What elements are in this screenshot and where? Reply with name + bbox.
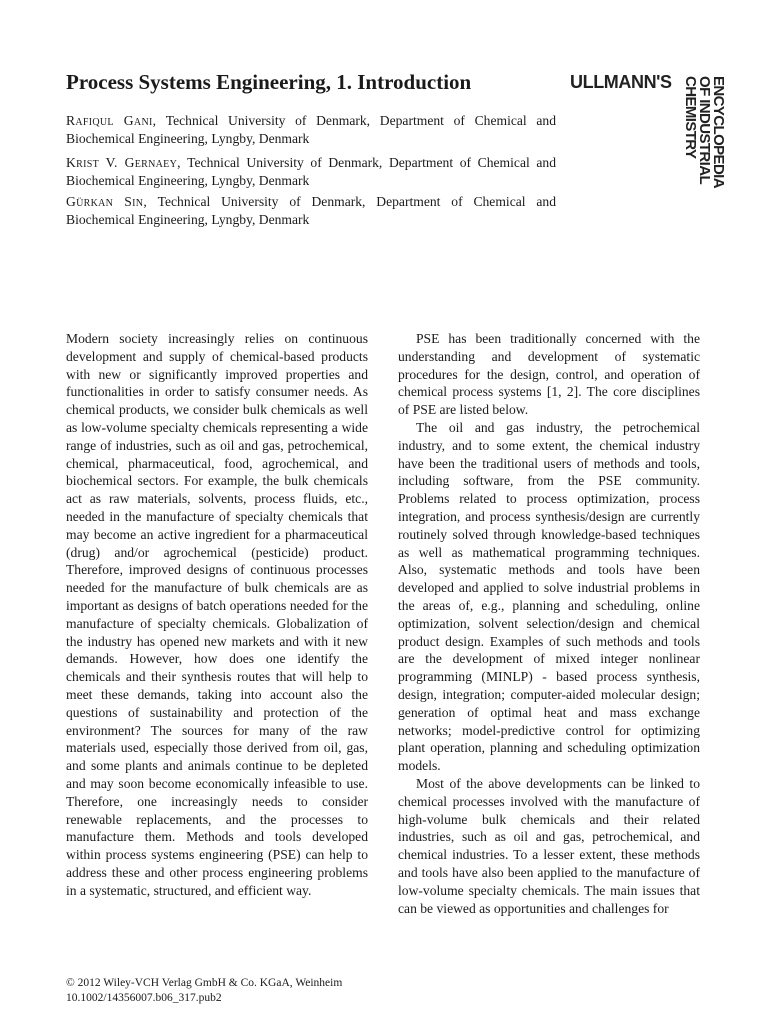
doi-text: 10.1002/14356007.b06_317.pub2 [66,992,222,1004]
body-paragraph: The oil and gas industry, the petrochemical industry, and to some extent, the chemical industry have been the traditional users of methods and tools, including software, from the PSE community. Problems related to process optimization, process integration, and process synthesis/design are currently routinely solved through knowledge-based techniques as well as mathematical programming techniques. Also, systematic methods and tools have been developed and applied to solve industrial problems in the areas of, e.g., planning and scheduling, online optimization, solvent selection/design and chemical product design. Examples of such methods and tools are the development of mixed integer nonlinear programming (MINLP) - based process synthesis, design, integration; computer-aided molecular design; generation of optimal heat and mass exchange networks; model-predictive control for optimizing plant operation, planning and scheduling optimization models. [398,419,700,774]
author-entry [66,112,556,148]
article-title: Process Systems Engineering, 1. Introduction [66,70,472,94]
logo-vertical-text [683,76,725,188]
logo-line-2: OF INDUSTRIAL [696,76,713,185]
body-paragraph: Most of the above developments can be linked to chemical processes involved with the manufacture of high-volume bulk chemicals and their related industries, such as oil and gas, petrochemical, and chemical industries. To a lesser extent, these methods and tools have also been applied to the manufacture of low-volume specialty chemicals. The main issues that can be viewed as opportunities and challenges for [398,775,700,916]
author-affiliation: Technical University of Denmark, Department of Chemical and Biochemical Engineering, Lyngby, Denmark [66,113,556,146]
logo-line-3: CHEMISTRY [682,76,699,159]
author-affiliation: Technical University of Denmark, Department of Chemical and Biochemical Engineering, Lyngby, Denmark [66,194,556,227]
logo-main-text: ULLMANN'S [570,72,672,92]
author-affiliation: Technical University of Denmark, Department of Chemical and Biochemical Engineering, Lyngby, Denmark [66,155,556,188]
copyright-notice: © 2012 Wiley-VCH Verlag GmbH & Co. KGaA, Weinheim [66,977,343,989]
body-paragraph: Modern society increasingly relies on continuous development and supply of chemical-based products with new or significantly improved properties and functionalities in order to satisfy consumer needs. As chemical products, we consider bulk chemicals as well as low-volume specialty chemicals representing a wide range of industries, such as oil and gas, petrochemical, chemical, pharmaceutical, food, agrochemical, and biochemical sectors. For example, the bulk chemicals act as raw materials, solvents, process fluids, etc., needed in the manufacture of specialty chemicals that may become an active ingredient for a pharmaceutical (drug) and/or agrochemical (pesticide) product. Therefore, improved designs of continuous processes needed for the manufacture of bulk chemicals are as important as designs of batch operations needed for the manufacture of specialty chemicals. Globalization of the industry has opened new markets and with it new demands. However, how does one identify the chemicals and their synthesis routes that will help to meet these demands, taking into account also the questions of sustainability and protection of the environment? The sources for many of the raw materials used, especially those derived from oil, gas, and some plants and animals continue to be depleted and may soon become economically infeasible to use. Therefore, one increasingly needs to consider renewable replacements, and the processes to manufacture them. Methods and tools developed within process systems engineering (PSE) can help to address these and other process engineering problems in a systematic, structured, and efficient way. [66,331,368,898]
ullmanns-logo [570,72,727,212]
author-entry [66,154,556,190]
logo-line-1: ENCYCLOPEDIA [710,76,727,188]
body-column-left [66,330,368,900]
body-column-right [398,330,700,917]
author-name: Gürkan Sin, [66,194,148,209]
author-name: Krist V. Gernaey, [66,155,181,170]
body-paragraph: PSE has been traditionally concerned with the understanding and development of systematic procedures for the design, control, and operation of chemical process systems [1, 2]. The core disciplines of PSE are listed below. [398,331,700,418]
author-entry [66,193,556,229]
author-name: Rafiqul Gani, [66,113,157,128]
page-footer [66,976,342,1006]
